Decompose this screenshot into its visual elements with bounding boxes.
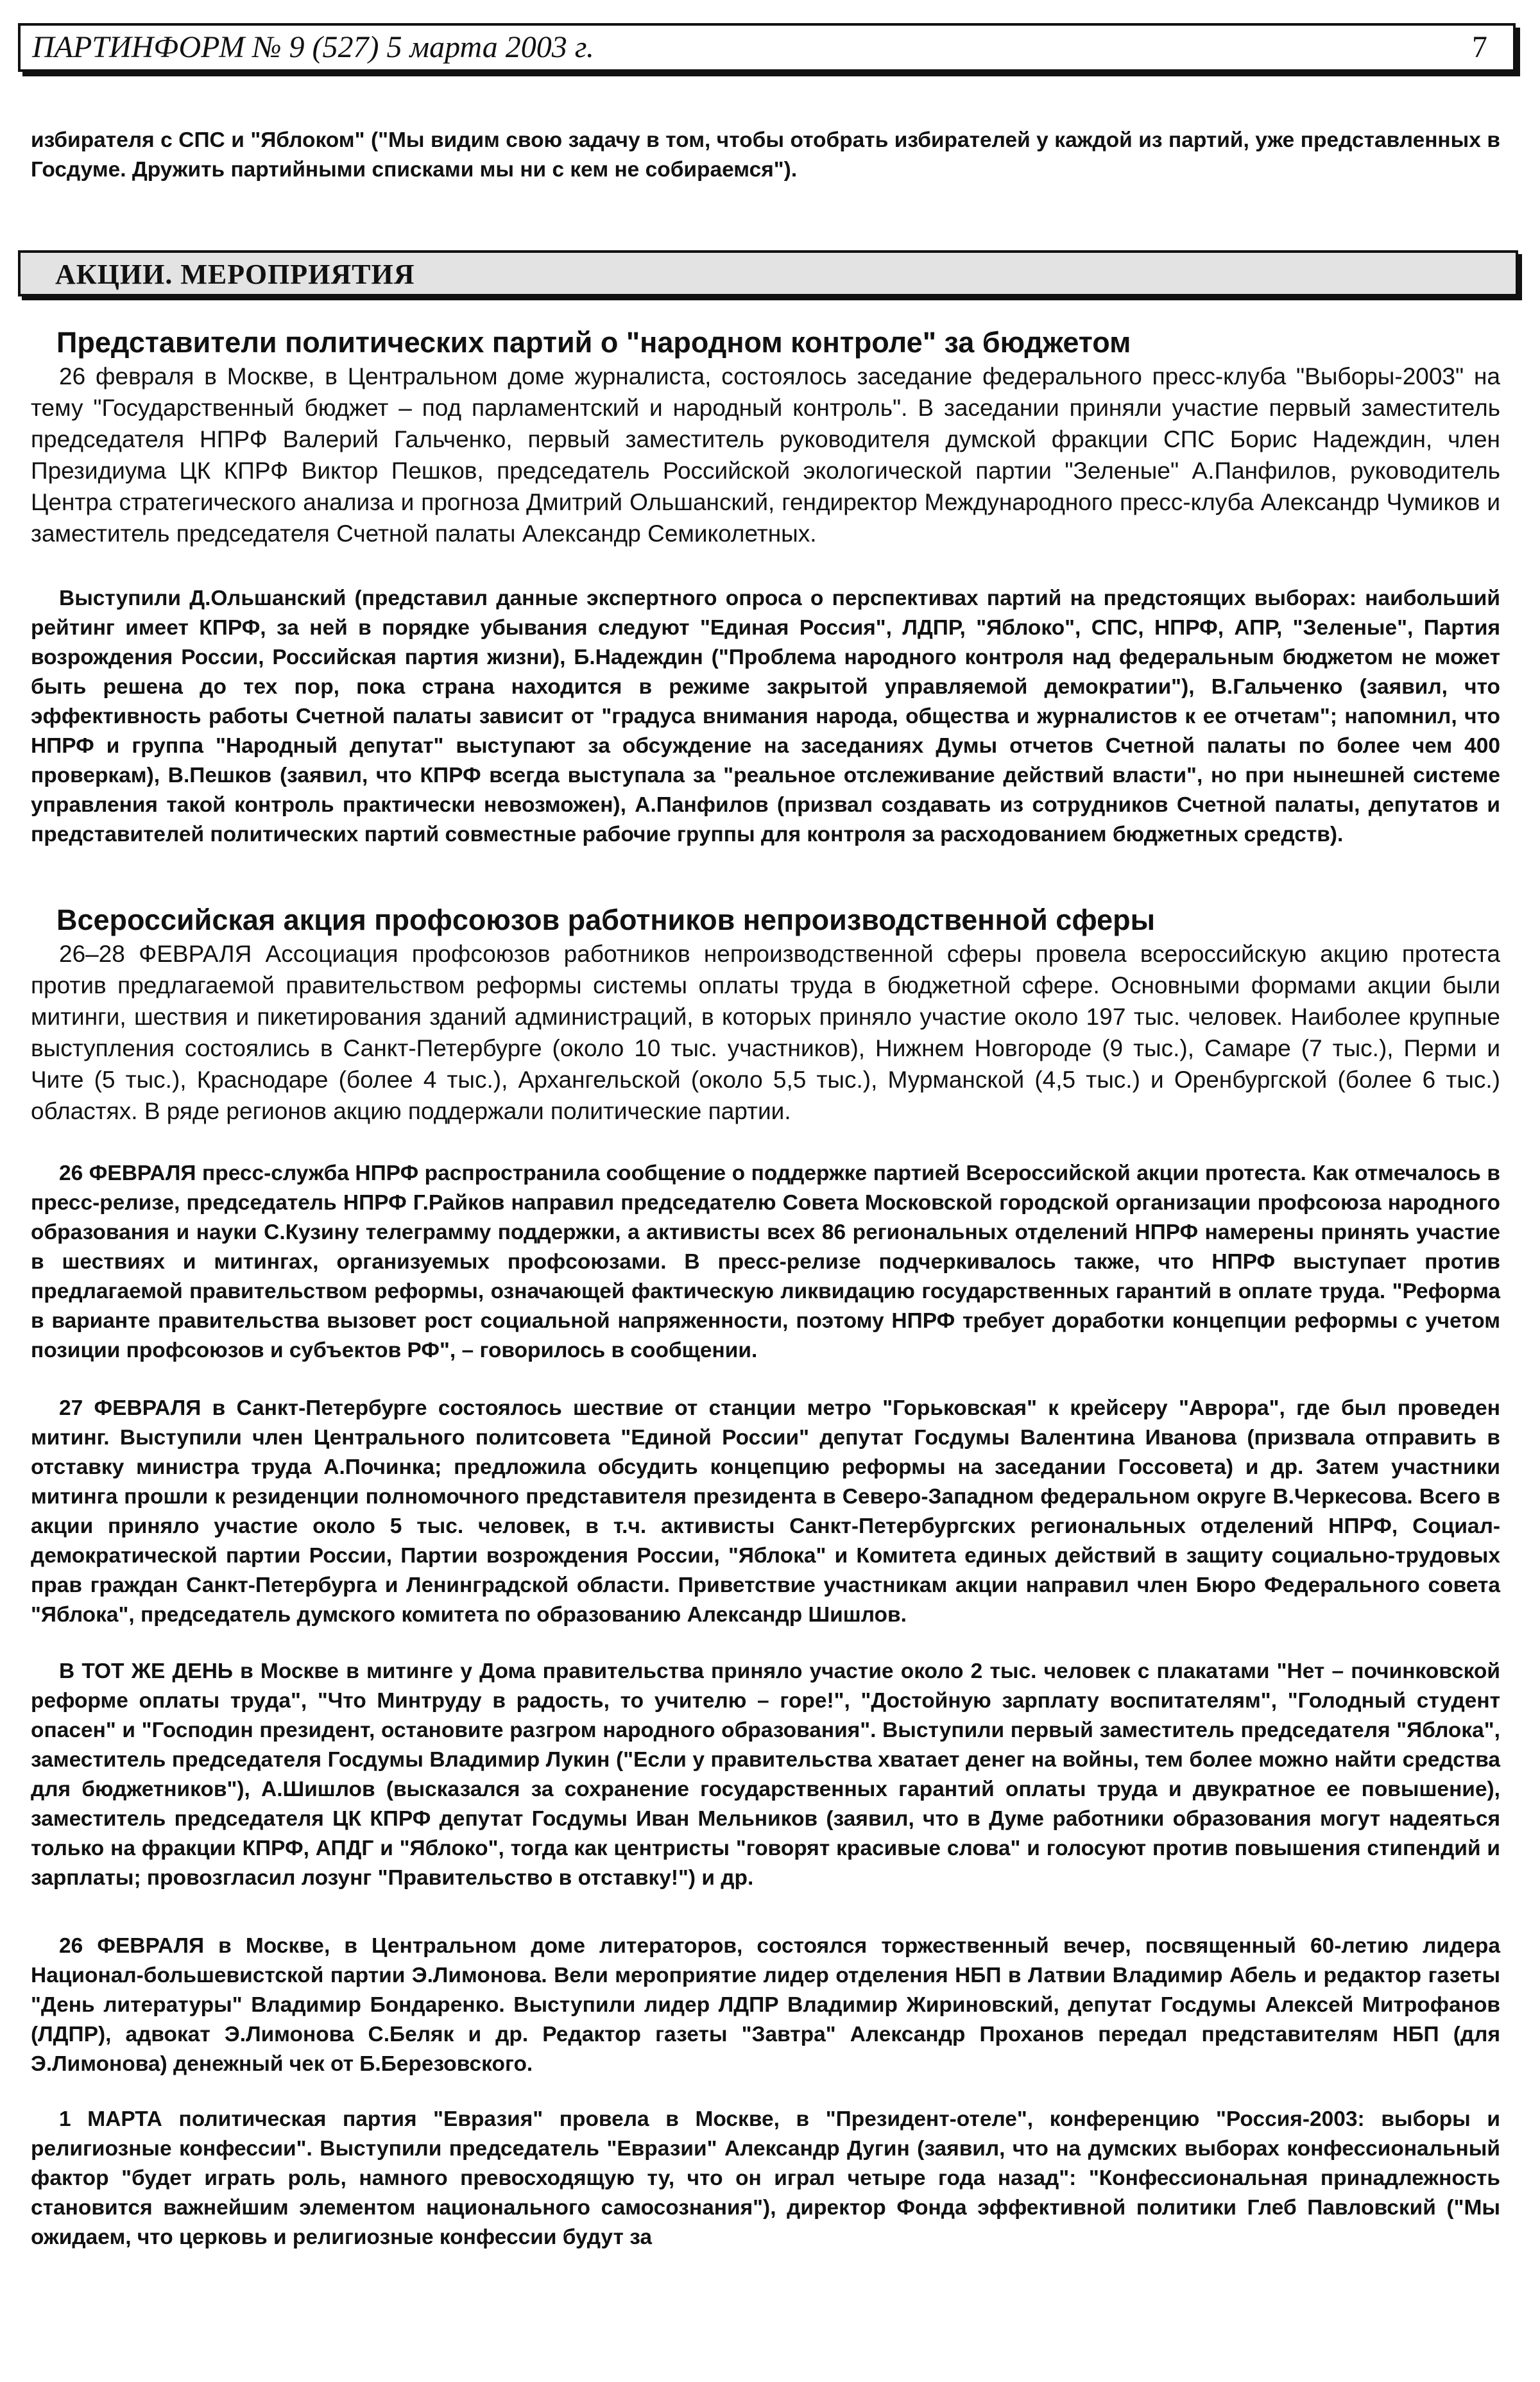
paragraph-3-text: в Москве в митинге у Дома правительства приняло участие около 2 тыс. человек с плакатами "Нет – починковской реформе оплаты труда", "Что Минтруду в радость, то учителю – горе!", "Достойную зарплату воспитателям", "Голодный студент опасен" и "Господин президент, остановите разгром народного образования". Выступили первый заместитель председателя "Яблока", заместитель председателя Госдумы Владимир Лукин ("Если у правительства хватает денег на войны, тем более можно найти средства для бюджетников"), А.Шишлов (высказался за сохранение государственных гарантий оплаты труда и двукратное ее повышение), заместитель председателя ЦК КПРФ депутат Госдумы Иван Мельников (заявил, что в Думе работники образования могут надеяться только на фракции КПРФ, АПДГ и "Яблоко", тогда как центристы "говорят красивые слова" и голосуют против повышения стипендий и зарплаты; провозгласил лозунг "Правительство в отставку!") и др.	[31, 1659, 1500, 1890]
page-number: 7	[1472, 30, 1487, 64]
article2-paragraph-2: 27 ФЕВРАЛЯ в Санкт-Петербурге состоялось шествие от станции метро "Горьковская" к крейсеру "Аврора", где был проведен митинг. Выступили член Центрального политсовета "Единой России" депутат Госдумы Валентина Иванова (призвала отправить в отставку министра труда А.Починка; предложила обсудить концепцию реформы на заседании Госсовета) и др. Затем участники митинга прошли к резиденции полномочного представителя президента в Северо-Западном федеральном округе В.Черкесова. Всего в акции приняло участие около 5 тыс. человек, в т.ч. активисты Санкт-Петербургских региональных отделений НПРФ, Социал-демократической партии России, Партии возрождения России, "Яблока" и Комитета единых действий в защиту социально-трудовых прав граждан Санкт-Петербурга и Ленинградской области. Приветствие участникам акции направил член Бюро Федерального совета "Яблока", председатель думского комитета по образованию Александр Шишлов.	[31, 1396, 1500, 1627]
article1-headline: Представители политических партий о "народном контроле" за бюджетом	[56, 326, 1131, 359]
article2-headline: Всероссийская акция профсоюзов работников непроизводственной сферы	[56, 904, 1156, 936]
article3-paragraph: 26 ФЕВРАЛЯ в Москве, в Центральном доме литераторов, состоялся торжественный вечер, посвященный 60-летию лидера Национал-большевистской партии Э.Лимонова. Вели мероприятие лидер отделения НБП в Латвии Владимир Абель и редактор газеты "День литературы" Владимир Бондаренко. Выступили лидер ЛДПР Владимир Жириновский, депутат Госдумы Алексей Митрофанов (ЛДПР), адвокат Э.Лимонова С.Беляк и др. Редактор газеты "Завтра" Александр Проханов передал представителям НБП (для Э.Лимонова) денежный чек от Б.Березовского.	[31, 1934, 1500, 2076]
intro-paragraph: избирателя с СПС и "Яблоком" ("Мы видим свою задачу в том, чтобы отобрать избирателей у каждой из партий, уже представленных в Госдуме. Дружить партийными списками мы ни с кем не собираемся").	[31, 128, 1500, 182]
paragraph-3-lead: В ТОТ ЖЕ ДЕНЬ	[59, 1659, 233, 1683]
section-header	[18, 250, 1518, 296]
article2-paragraph-1: 26 ФЕВРАЛЯ пресс-служба НПРФ распространила сообщение о поддержке партией Всероссийской акции протеста. Как отмечалось в пресс-релизе, председатель НПРФ Г.Райков направил председателю Совета Московской городской организации профсоюза народного образования и науки С.Кузину телеграмму поддержки, а активисты всех 86 региональных отделений НПРФ намерены принять участие в шествиях и митингах, организуемых профсоюзами. В пресс-релизе подчеркивалось также, что НПРФ выступает против предлагаемой правительством реформы, означающей фактическую ликвидацию государственных гарантий в оплате труда. "Реформа в варианте правительства вызовет рост социальной напряженности, поэтому НПРФ требует доработки концепции реформы с учетом позиции профсоюзов и субъектов РФ", – говорилось в сообщении.	[31, 1161, 1500, 1362]
article2-lead: 26–28 ФЕВРАЛЯ Ассоциация профсоюзов работников непроизводственной сферы провела всероссийскую акцию протеста против предлагаемой правительством реформы системы оплаты труда в бюджетной сфере. Основными формами акции были митинги, шествия и пикетирования зданий администраций, в которых приняло участие около 197 тыс. человек. Наиболее крупные выступления состоялись в Санкт-Петербурге (около 10 тыс. участников), Нижнем Новгороде (9 тыс.), Самаре (7 тыс.), Перми и Чите (5 тыс.), Краснодаре (более 4 тыс.), Архангельской (около 5,5 тыс.), Мурманской (4,5 тыс.) и Оренбургской (более 6 тыс.) областях. В ряде регионов акцию поддержали политические партии.	[31, 941, 1500, 1124]
article4-paragraph: 1 МАРТА политическая партия "Евразия" провела в Москве, в "Президент-отеле", конференцию "Россия-2003: выборы и религиозные конфессии". Выступили председатель "Евразии" Александр Дугин (заявил, что на думских выборах конфессиональный фактор "будет играть роль, намного превосходящую ту, что он играл четыре года назад": "Конфессиональная принадлежность становится важнейшим элементом национального самосознания"), директор Фонда эффективной политики Глеб Павловский ("Мы ожидаем, что церковь и религиозные конфессии будут за	[31, 2107, 1500, 2249]
page-header	[18, 23, 1516, 72]
publication-title: ПАРТИНФОРМ № 9 (527) 5 марта 2003 г.	[32, 30, 594, 64]
article1-body: Выступили Д.Ольшанский (представил данные экспертного опроса о перспективах партий на предстоящих выборах: наибольший рейтинг имеет КПРФ, за ней в порядке убывания следуют "Единая Россия", ЛДПР, "Яблоко", СПС, НПРФ, АПР, "Зеленые", Партия возрождения России, Российская партия жизни), Б.Надеждин ("Проблема народного контроля над федеральным бюджетом не может быть решена до тех пор, пока страна находится в режиме закрытой управляемой демократии"), В.Гальченко (заявил, что эффективность работы Счетной палаты зависит от "градуса внимания народа, общества и журналистов к ее отчетам"; напомнил, что НПРФ и группа "Народный депутат" выступают за обсуждение на заседаниях Думы отчетов Счетной палаты по более чем 400 проверкам), В.Пешков (заявил, что КПРФ всегда выступала за "реальное отслеживание действий власти", но при нынешней системе управления такой контроль практически невозможен), А.Панфилов (призвал создавать из сотрудников Счетной палаты, депутатов и представителей политических партий совместные рабочие группы для контроля за расходованием бюджетных средств).	[31, 587, 1500, 846]
section-title: АКЦИИ. МЕРОПРИЯТИЯ	[55, 259, 415, 290]
article1-lead: 26 февраля в Москве, в Центральном доме журналиста, состоялось заседание федерального пресс-клуба "Выборы-2003" на тему "Государственный бюджет – под парламентский и народный контроль". В заседании приняли участие первый заместитель председателя НПРФ Валерий Гальченко, первый заместитель руководителя думской фракции СПС Борис Надеждин, член Президиума ЦК КПРФ Виктор Пешков, председатель Российской экологической партии "Зеленые" А.Панфилов, руководитель Центра стратегического анализа и прогноза Дмитрий Ольшанский, гендиректор Международного пресс-клуба Александр Чумиков и заместитель председателя Счетной палаты Александр Семиколетных.	[31, 363, 1500, 547]
article2-paragraph-3	[31, 1657, 1500, 1893]
